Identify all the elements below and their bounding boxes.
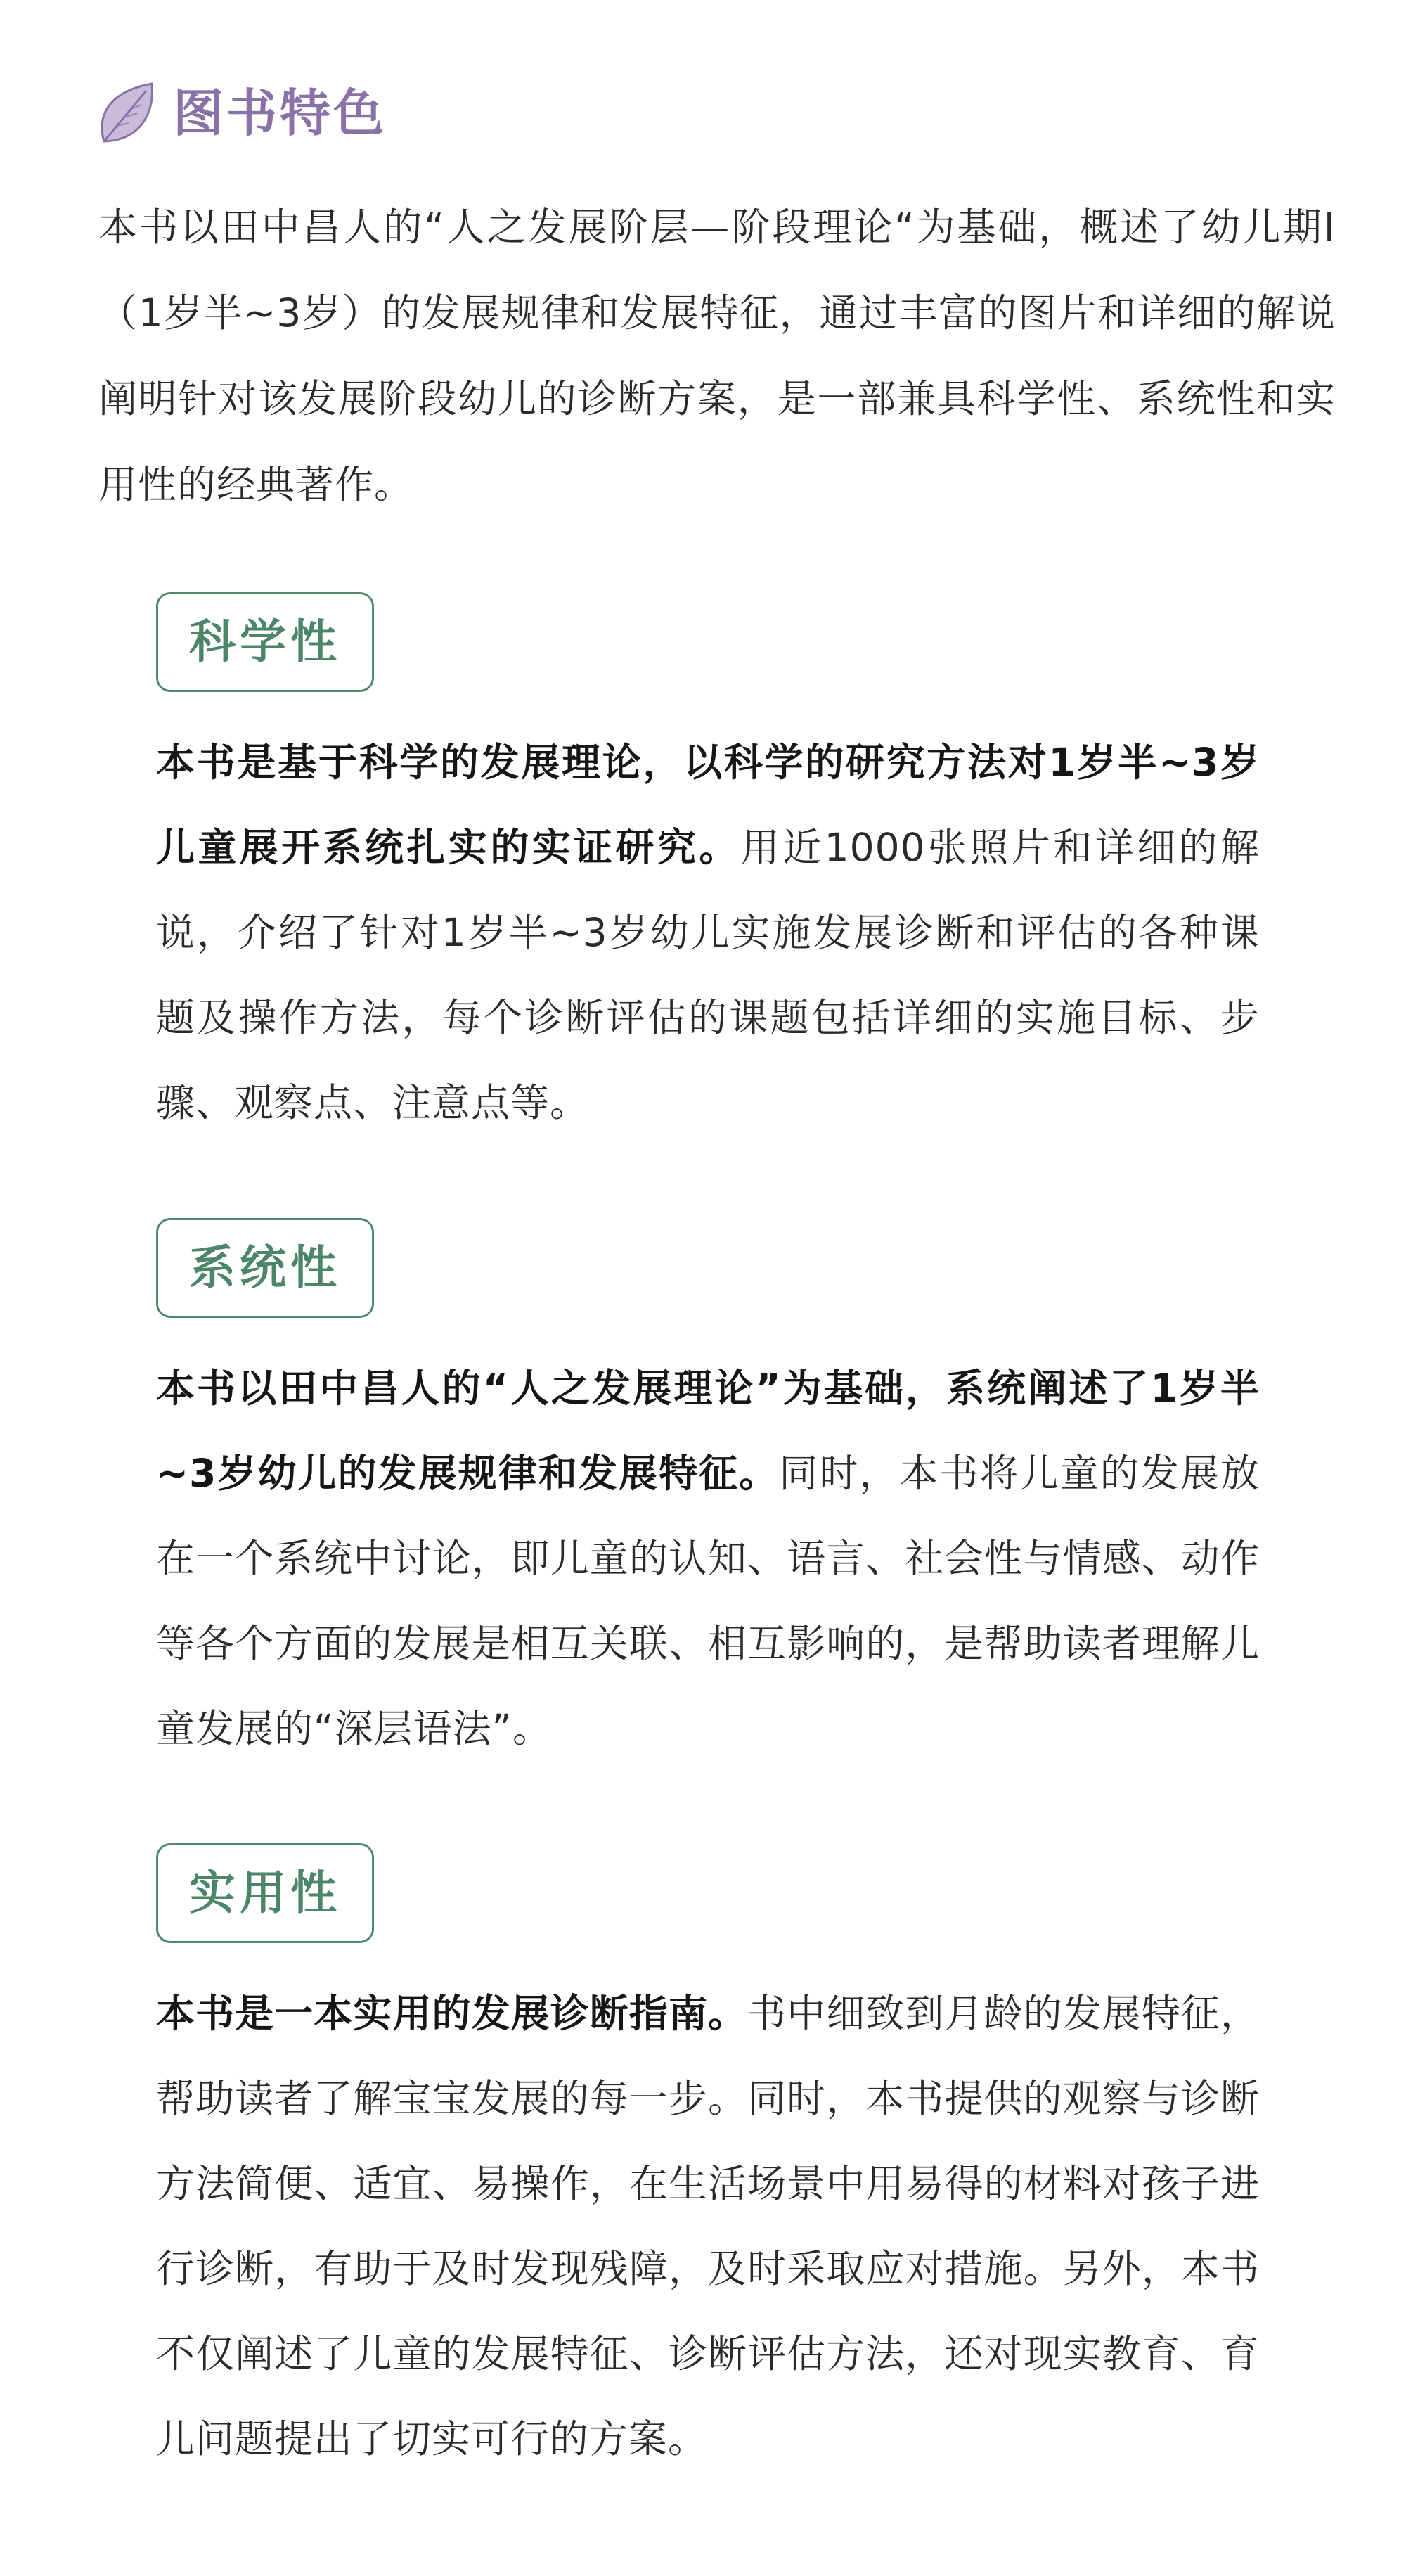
feature-section-systematic	[156, 1218, 1260, 1771]
feature-body-text: 同时，本书将儿童的发展放在一个系统中讨论，即儿童的认知、语言、社会性与情感、动作等各个方面的发展是相互关联、相互影响的，是帮助读者理解儿童发展的“深层语法”。	[156, 1451, 1260, 1751]
page-title: 图书特色	[173, 84, 387, 143]
feature-badge: 实用性	[156, 1843, 374, 1943]
intro-paragraph: 本书以田中昌人的“人之发展阶层—阶段理论“为基础，概述了幼儿期Ⅰ（1岁半~3岁）的发展规律和发展特征，通过丰富的图片和详细的解说阐明针对该发展阶段幼儿的诊断方案，是一部兼具科学性、系统性和实用性的经典著作。	[98, 205, 1336, 507]
feature-description	[156, 720, 1260, 1146]
section-header	[96, 75, 387, 152]
feature-section-practical	[156, 1843, 1260, 2482]
feature-lead-text: 本书是基于科学的发展理论，以科学的研究方法对1岁半~3岁儿童展开系统扎实的实证研究。	[156, 740, 1260, 870]
feature-badge: 系统性	[156, 1218, 374, 1318]
feature-lead-text: 本书是一本实用的发展诊断指南。	[156, 1991, 748, 2036]
feature-description	[156, 1346, 1260, 1771]
feature-badge: 科学性	[156, 592, 374, 692]
feature-body-text: 用近1000张照片和详细的解说，介绍了针对1岁半~3岁幼儿实施发展诊断和评估的各种课题及操作方法，每个诊断评估的课题包括详细的实施目标、步骤、观察点、注意点等。	[156, 825, 1260, 1125]
feature-section-scientific	[156, 592, 1260, 1146]
feature-description	[156, 1971, 1260, 2482]
feature-body-text: 书中细致到月龄的发展特征，帮助读者了解宝宝发展的每一步。同时，本书提供的观察与诊断方法简便、适宜、易操作，在生活场景中用易得的材料对孩子进行诊断，有助于及时发现残障，及时采取应对措施。另外，本书不仅阐述了儿童的发展特征、诊断评估方法，还对现实教育、育儿问题提出了切实可行的方案。	[156, 1991, 1260, 2461]
leaf-icon	[96, 79, 157, 147]
feature-lead-text: 本书以田中昌人的“人之发展理论”为基础，系统阐述了1岁半~3岁幼儿的发展规律和发展特征。	[156, 1366, 1260, 1496]
